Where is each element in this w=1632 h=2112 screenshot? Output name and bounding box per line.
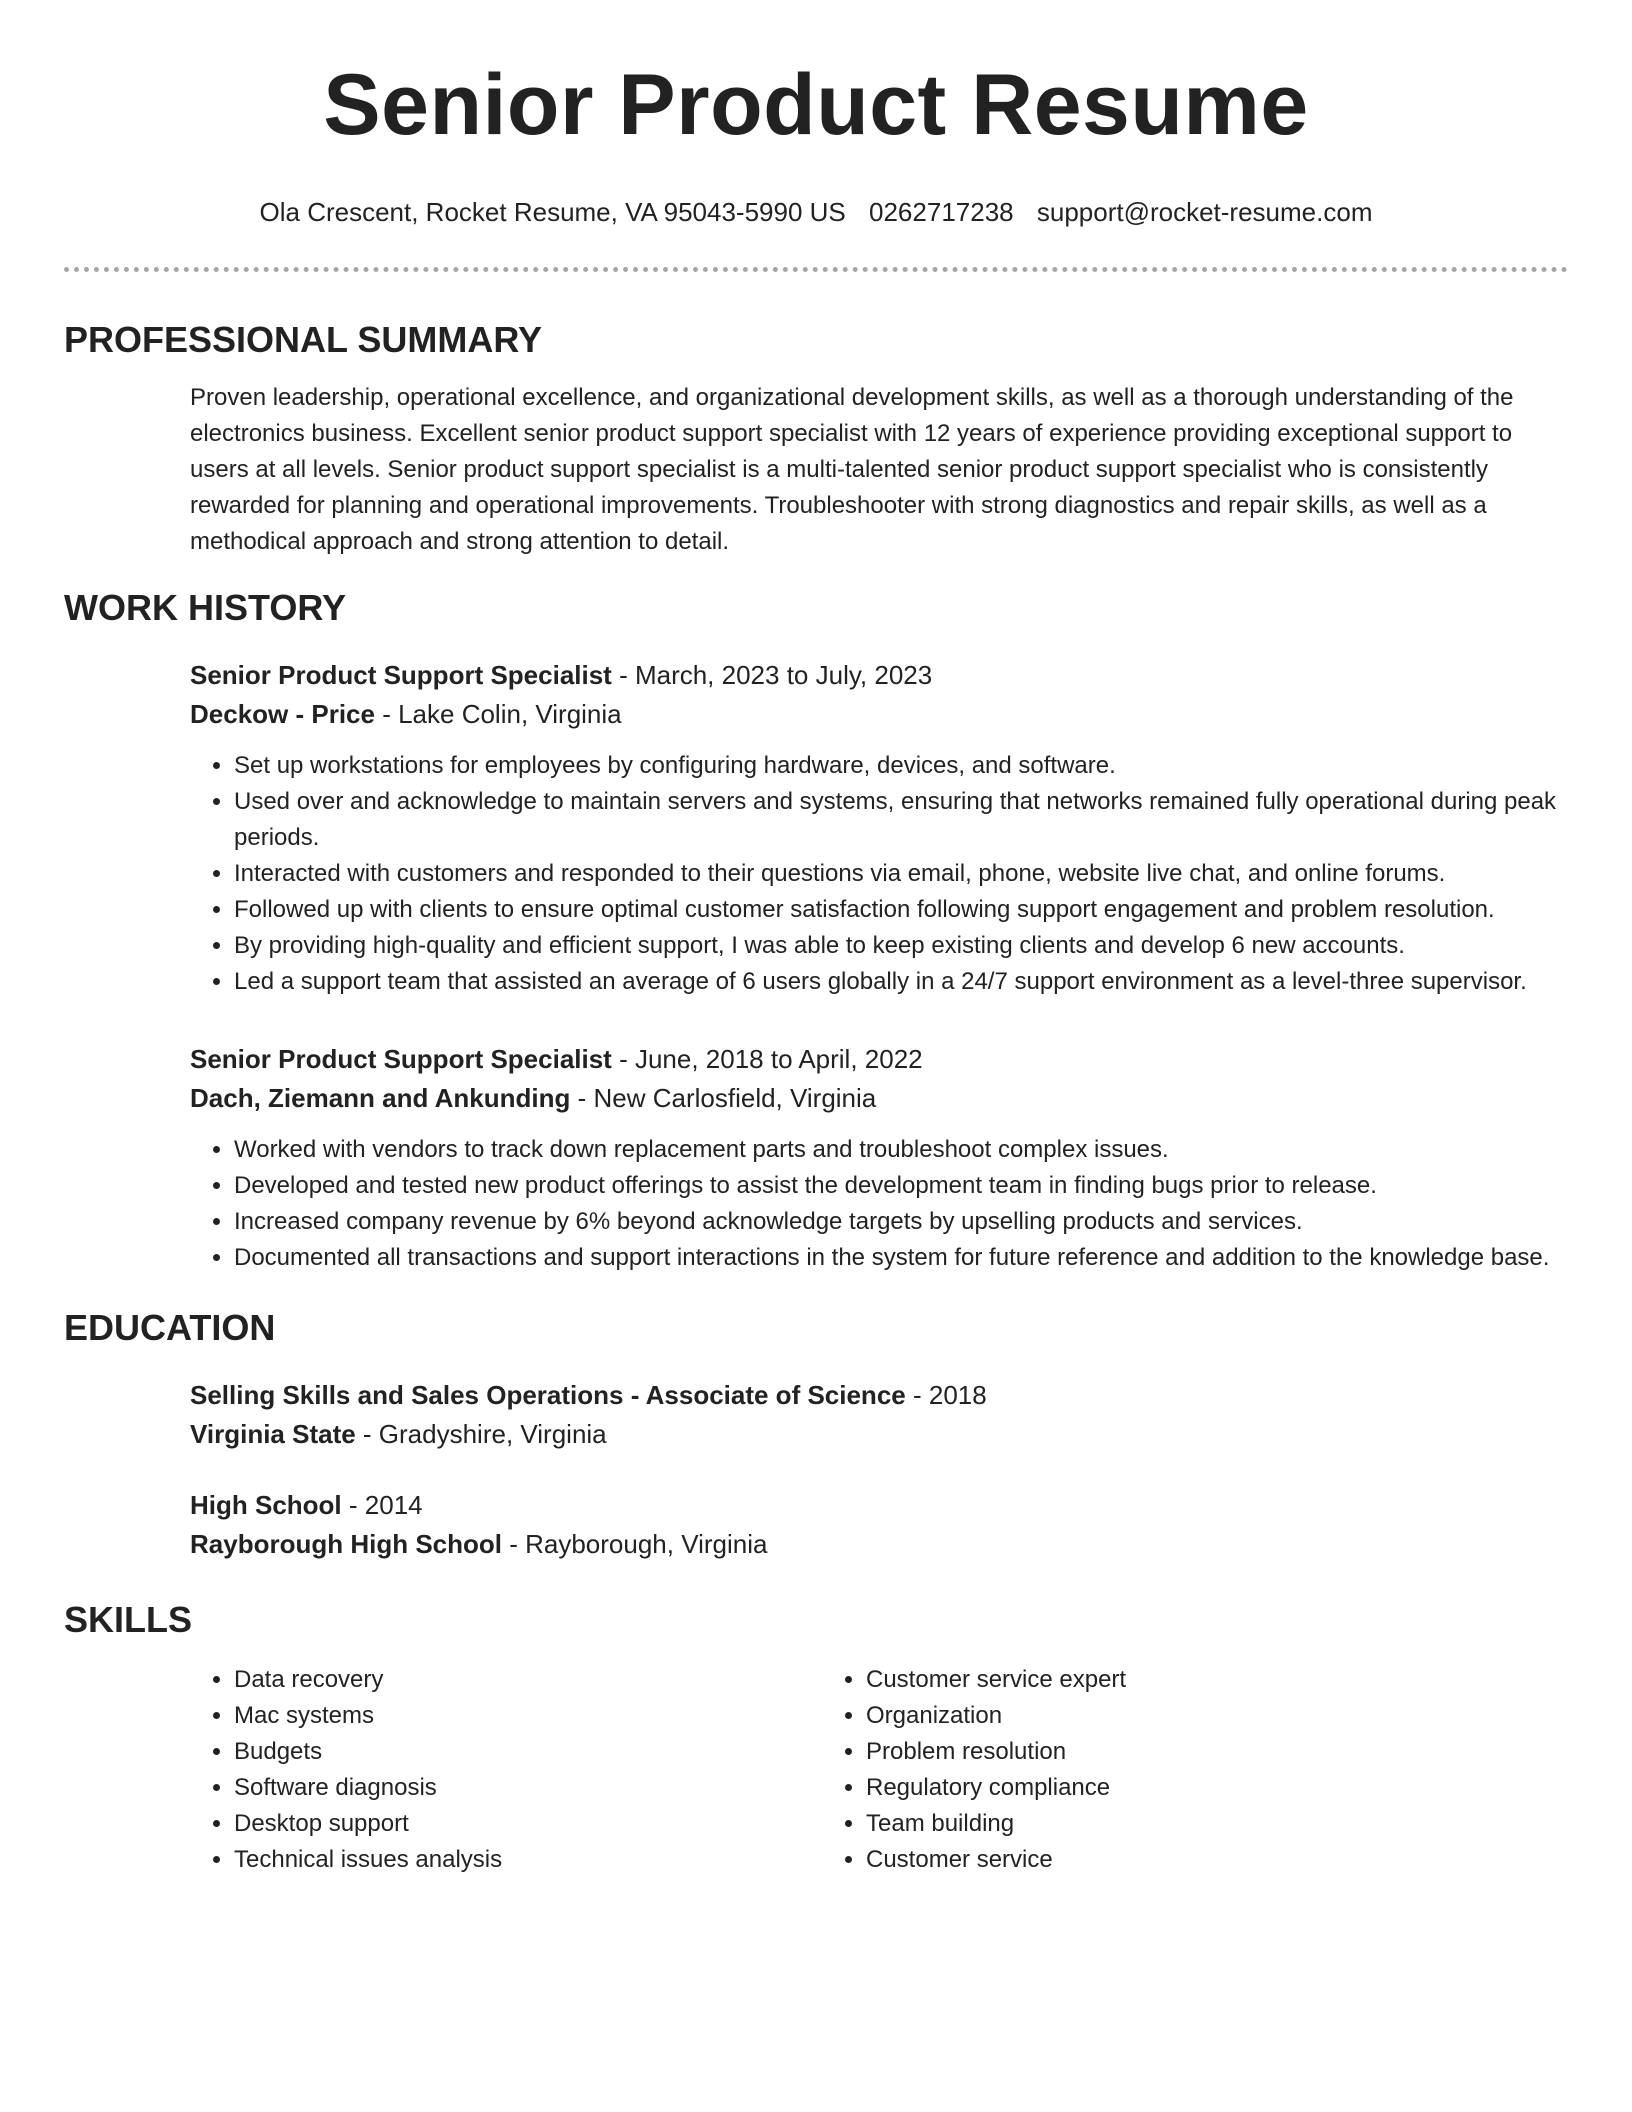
job-entry bbox=[190, 656, 1568, 1000]
section-skills bbox=[64, 1598, 1568, 1878]
list-item: • Worked with vendors to track down replacement parts and troubleshoot complex issues. bbox=[234, 1132, 1568, 1168]
skill-item: • Problem resolution bbox=[866, 1734, 1422, 1770]
job-dates: - March, 2023 to July, 2023 bbox=[611, 660, 933, 690]
skill-item: • Regulatory compliance bbox=[866, 1770, 1422, 1806]
education-school-line bbox=[190, 1525, 1568, 1564]
skill-item: • Budgets bbox=[234, 1734, 822, 1770]
resume-title: Senior Product Resume bbox=[323, 57, 1309, 153]
section-title-skills: SKILLS bbox=[64, 1599, 193, 1640]
section-title-summary: PROFESSIONAL SUMMARY bbox=[64, 319, 543, 360]
education-location: - Gradyshire, Virginia bbox=[355, 1419, 607, 1449]
contact-line bbox=[64, 195, 1568, 229]
education-degree: High School bbox=[190, 1490, 342, 1520]
job-dates: - June, 2018 to April, 2022 bbox=[611, 1044, 923, 1074]
section-work-history bbox=[64, 586, 1568, 1276]
skill-item: • Organization bbox=[866, 1698, 1422, 1734]
section-title-education: EDUCATION bbox=[64, 1307, 276, 1348]
skill-item: • Customer service bbox=[866, 1842, 1422, 1878]
contact-address: Ola Crescent, Rocket Resume, VA 95043-5990 US bbox=[259, 197, 846, 227]
job-bullets bbox=[190, 1132, 1568, 1276]
job-role: Senior Product Support Specialist bbox=[190, 1044, 612, 1074]
header-divider bbox=[64, 267, 1568, 272]
section-professional-summary bbox=[64, 318, 1568, 560]
job-bullets bbox=[190, 748, 1568, 1000]
list-item: • Led a support team that assisted an average of 6 users globally in a 24/7 support environment as a level-three supervisor. bbox=[234, 964, 1568, 1000]
education-degree-line bbox=[190, 1486, 1568, 1525]
skill-item: • Data recovery bbox=[234, 1662, 822, 1698]
contact-email: support@rocket-resume.com bbox=[1036, 197, 1373, 227]
skill-item: • Customer service expert bbox=[866, 1662, 1422, 1698]
contact-phone: 0262717238 bbox=[869, 197, 1014, 227]
education-entry bbox=[190, 1486, 1568, 1564]
section-title-work: WORK HISTORY bbox=[64, 587, 347, 628]
list-item: • Documented all transactions and support interactions in the system for future reference and addition to the knowledge base. bbox=[234, 1240, 1568, 1276]
skill-item: • Desktop support bbox=[234, 1806, 822, 1842]
job-role-line bbox=[190, 1040, 1568, 1079]
education-degree-line bbox=[190, 1376, 1568, 1415]
education-school-line bbox=[190, 1415, 1568, 1454]
skill-item: • Technical issues analysis bbox=[234, 1842, 822, 1878]
education-degree: Selling Skills and Sales Operations - Associate of Science bbox=[190, 1380, 906, 1410]
list-item: • Followed up with clients to ensure optimal customer satisfaction following support engagement and problem resolution. bbox=[234, 892, 1568, 928]
job-location: - Lake Colin, Virginia bbox=[374, 699, 622, 729]
education-location: - Rayborough, Virginia bbox=[502, 1529, 768, 1559]
education-year: - 2014 bbox=[341, 1490, 423, 1520]
education-school: Rayborough High School bbox=[190, 1529, 502, 1559]
job-location: - New Carlosfield, Virginia bbox=[570, 1083, 877, 1113]
job-role-line bbox=[190, 656, 1568, 695]
job-company: Dach, Ziemann and Ankunding bbox=[190, 1083, 571, 1113]
education-entry bbox=[190, 1376, 1568, 1454]
list-item: • Interacted with customers and responded to their questions via email, phone, website live chat, and online forums. bbox=[234, 856, 1568, 892]
list-item: • Increased company revenue by 6% beyond acknowledge targets by upselling products and services. bbox=[234, 1204, 1568, 1240]
skill-item: • Mac systems bbox=[234, 1698, 822, 1734]
job-entry bbox=[190, 1040, 1568, 1276]
list-item: • By providing high-quality and efficient support, I was able to keep existing clients and develop 6 new accounts. bbox=[234, 928, 1568, 964]
list-item: • Developed and tested new product offerings to assist the development team in finding bugs prior to release. bbox=[234, 1168, 1568, 1204]
summary-text: Proven leadership, operational excellence, and organizational development skills, as well as a thorough understanding of the electronics business. Excellent senior product support specialist with 12 years of experience providing exceptional support to users at all levels. Senior product support specialist is a multi-talented senior product support specialist who is consistently rewarded for planning and operational improvements. Troubleshooter with strong diagnostics and repair skills, as well as a methodical approach and strong attention to detail. bbox=[190, 384, 1514, 555]
list-item: • Set up workstations for employees by configuring hardware, devices, and software. bbox=[234, 748, 1568, 784]
education-school: Virginia State bbox=[190, 1419, 356, 1449]
skill-item: • Software diagnosis bbox=[234, 1770, 822, 1806]
skill-item: • Team building bbox=[866, 1806, 1422, 1842]
skills-list-left bbox=[190, 1662, 822, 1878]
education-year: - 2018 bbox=[905, 1380, 987, 1410]
section-education bbox=[64, 1306, 1568, 1564]
skills-columns bbox=[190, 1662, 1568, 1878]
job-company-line bbox=[190, 1079, 1568, 1118]
job-company: Deckow - Price bbox=[190, 699, 375, 729]
job-company-line bbox=[190, 695, 1568, 734]
skills-list-right bbox=[822, 1662, 1422, 1878]
list-item: • Used over and acknowledge to maintain servers and systems, ensuring that networks remained fully operational during peak periods. bbox=[234, 784, 1568, 856]
job-role: Senior Product Support Specialist bbox=[190, 660, 612, 690]
